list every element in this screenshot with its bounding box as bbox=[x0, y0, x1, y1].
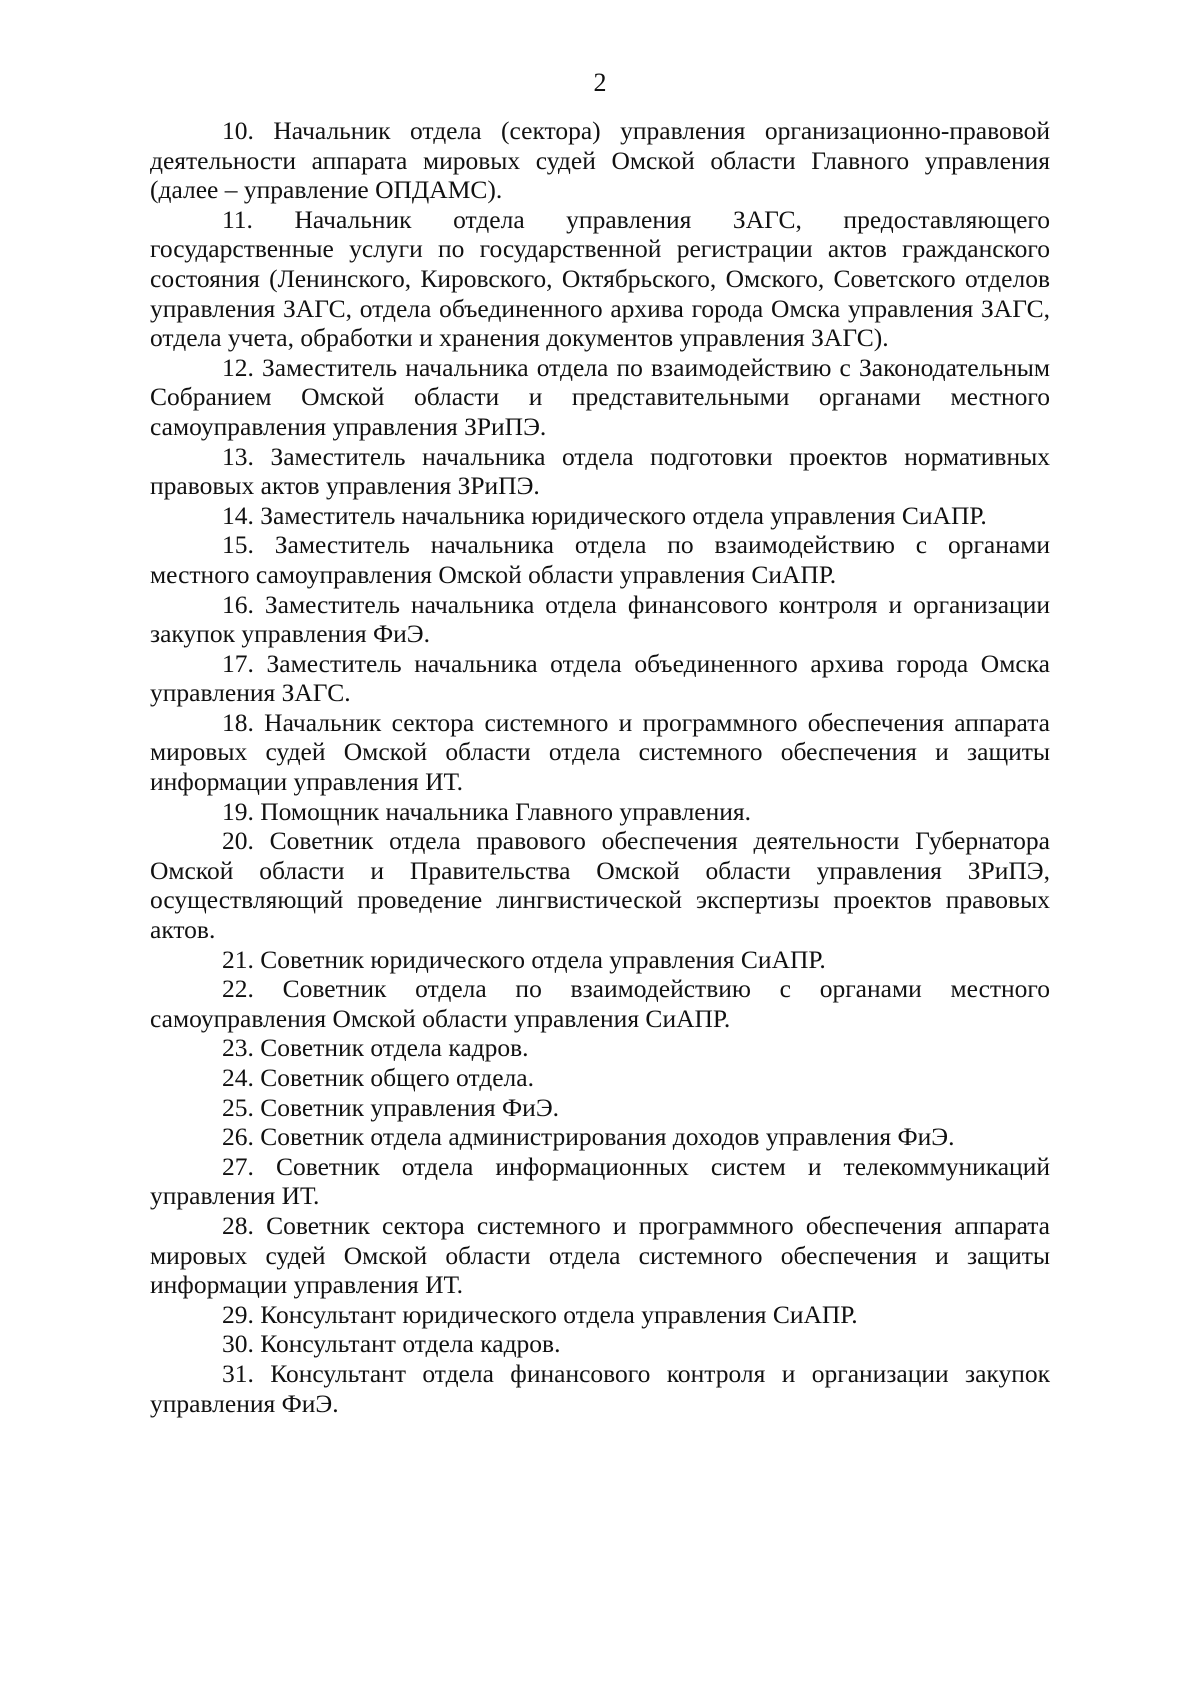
list-item: 10. Начальник отдела (сектора) управления организационно-правовой деятельности аппарата мировых судей Омской области Главного управления (далее – управление ОПДАМС). bbox=[150, 116, 1050, 205]
list-item: 11. Начальник отдела управления ЗАГС, предоставляющего государственные услуги по государственной регистрации актов гражданского состояния (Ленинского, Кировского, Октябрьского, Омского, Советского отделов управления ЗАГС, отдела объединенного архива города Омска управления ЗАГС, отдела учета, обработки и хранения документов управления ЗАГС). bbox=[150, 204, 1050, 353]
list-item: 31. Консультант отдела финансового контроля и организации закупок управления ФиЭ. bbox=[150, 1358, 1050, 1418]
list-item: 23. Советник отдела кадров. bbox=[222, 1033, 529, 1063]
list-item: 24. Советник общего отдела. bbox=[222, 1063, 534, 1092]
list-item: 12. Заместитель начальника отдела по взаимодействию с Законодательным Собранием Омской области и представительными органами местного самоуправления управления ЗРиПЭ. bbox=[150, 352, 1050, 441]
list-item: 22. Советник отдела по взаимодействию с органами местного самоуправления Омской области управления СиАПР. bbox=[150, 974, 1050, 1033]
list-item: 29. Консультант юридического отдела управления СиАПР. bbox=[222, 1299, 858, 1329]
list-item: 18. Начальник сектора системного и программного обеспечения аппарата мировых судей Омской области отдела системного обеспечения и защиты информации управления ИТ. bbox=[150, 707, 1050, 797]
list-item: 30. Консультант отдела кадров. bbox=[222, 1329, 561, 1359]
list-item: 21. Советник юридического отдела управления СиАПР. bbox=[222, 944, 826, 974]
list-item: 25. Советник управления ФиЭ. bbox=[222, 1092, 560, 1122]
list-item: 19. Помощник начальника Главного управления. bbox=[222, 796, 752, 826]
list-item: 20. Советник отдела правового обеспечения деятельности Губернатора Омской области и Правительства Омской области управления ЗРиПЭ, осуществляющий проведение лингвистической экспертизы проектов правовых актов. bbox=[150, 826, 1050, 945]
list-item: 28. Советник сектора системного и программного обеспечения аппарата мировых судей Омской области отдела системного обеспечения и защиты информации управления ИТ. bbox=[150, 1210, 1050, 1300]
list-item: 17. Заместитель начальника отдела объединенного архива города Омска управления ЗАГС. bbox=[150, 648, 1050, 708]
document-body bbox=[150, 116, 1050, 1418]
list-item: 13. Заместитель начальника отдела подготовки проектов нормативных правовых актов управления ЗРиПЭ. bbox=[150, 441, 1050, 501]
list-item: 14. Заместитель начальника юридического отдела управления СиАПР. bbox=[222, 500, 987, 530]
list-item: 27. Советник отдела информационных систем и телекоммуникаций управления ИТ. bbox=[150, 1151, 1050, 1211]
page-number: 2 bbox=[593, 68, 607, 97]
list-item: 15. Заместитель начальника отдела по взаимодействию с органами местного самоуправления Омской области управления СиАПР. bbox=[150, 530, 1050, 589]
list-item: 16. Заместитель начальника отдела финансового контроля и организации закупок управления ФиЭ. bbox=[150, 589, 1050, 649]
list-item: 26. Советник отдела администрирования доходов управления ФиЭ. bbox=[222, 1122, 955, 1152]
